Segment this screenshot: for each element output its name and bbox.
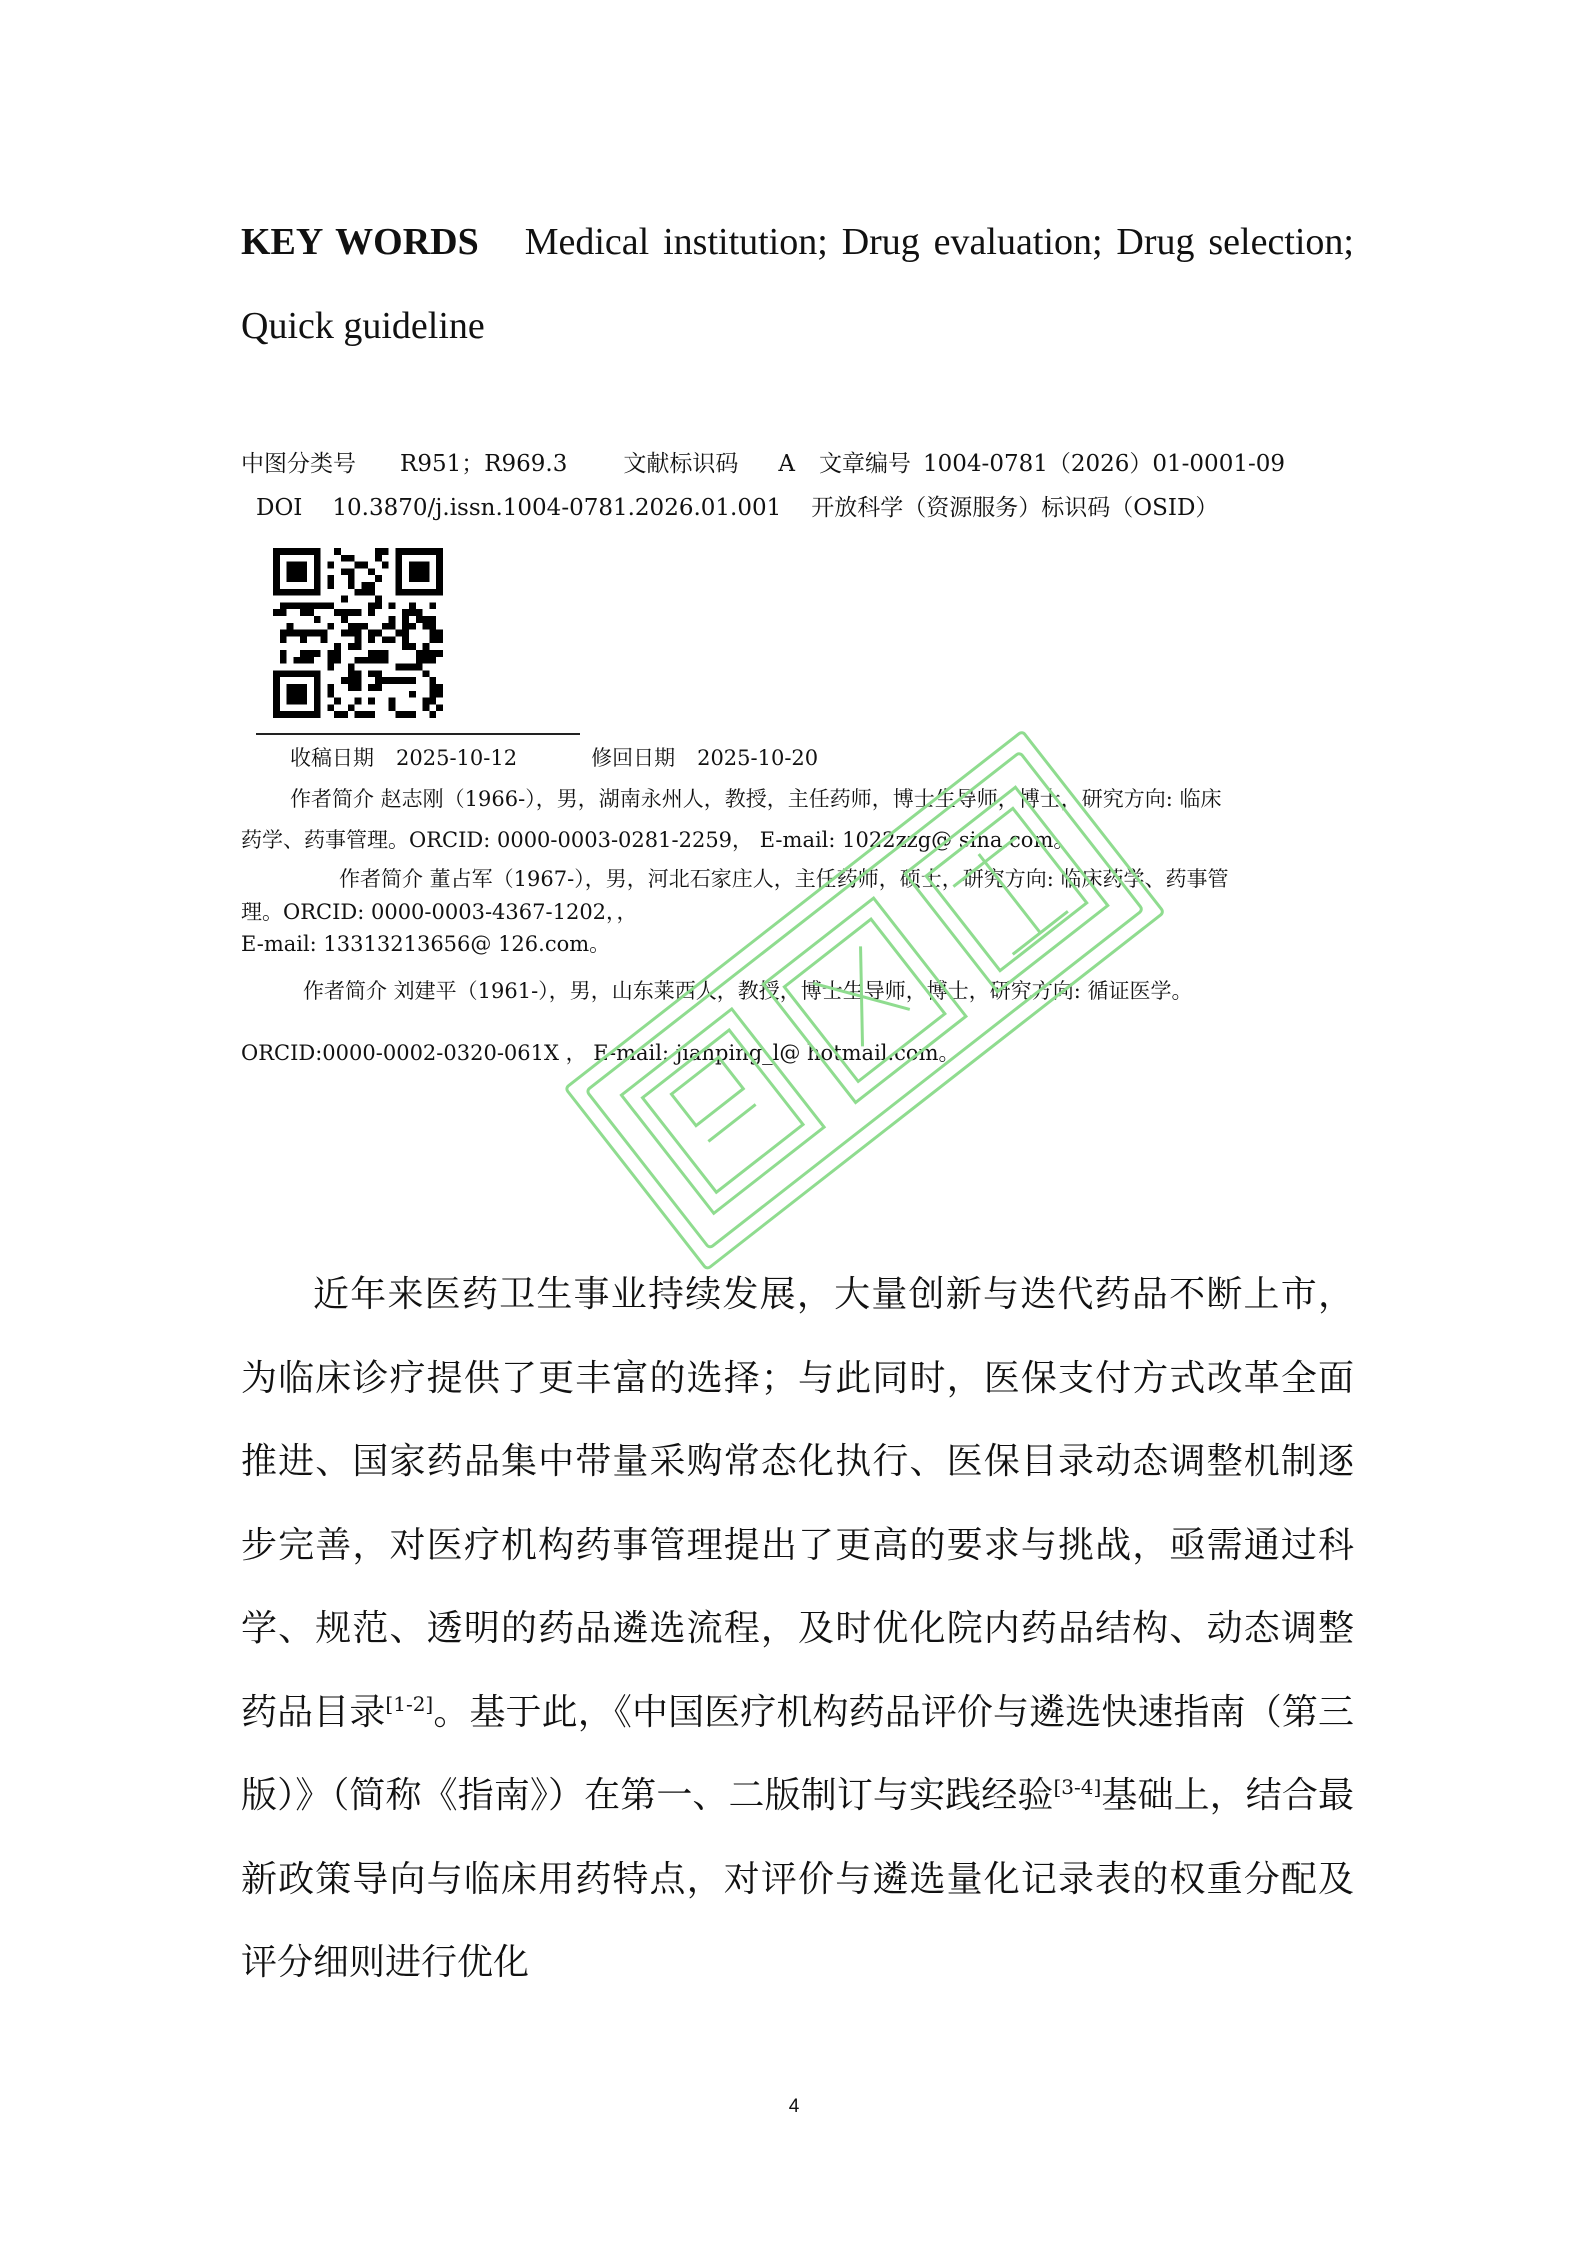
doi-value: 10.3870/j.issn.1004-0781.2026.01.001 <box>332 495 782 521</box>
classification-line <box>241 446 1285 482</box>
doc-code-label: 文献标识码 <box>623 451 739 477</box>
body-part1: 近年来医药卫生事业持续发展，大量创新与迭代药品不断上市，为临床诊疗提供了更丰富的选择；与此同时，医保支付方式改革全面推进、国家药品集中带量采购常态化执行、医保目录动态调整机制逐步完善，对医疗机构药事管理提出了更高的要求与挑战，亟需通过科学、规范、透明的药品遴选流程，及时优化院内药品结构、动态调整药品目录 <box>241 1274 1354 1733</box>
body-part3: 基础上，结合最新政策导向与临床用药特点，对评价与遴选量化记录表的权重分配及评分细则进行优化 <box>241 1775 1354 1983</box>
body-part2: 。基于此，《中国医疗机构药品评价与遴选快速指南（第三版）》（简称《指南》）在第一、二版制订与实践经验 <box>241 1691 1354 1816</box>
revised-label: 修回日期 <box>591 746 676 770</box>
doi-label: DOI <box>256 495 303 521</box>
received-line <box>290 742 818 774</box>
author3-line1: 作者简介 刘建平（1961-），男，山东莱西人，教授，博士生导师，博士，研究方向: 循证医学。 <box>303 979 1193 1003</box>
keywords-block <box>241 200 1354 368</box>
article-no-label: 文章编号 <box>819 451 912 477</box>
author1-line2: 药学、药事管理。ORCID: 0000-0003-0281-2259， E-mail: 1022zzg@ sina.com。 <box>241 828 1075 852</box>
article-no-value: 1004-0781（2026）01-0001-09 <box>923 451 1285 477</box>
page-number: 4 <box>788 2096 800 2117</box>
osid-label: 开放科学（资源服务）标识码（OSID） <box>811 495 1219 521</box>
received-date: 2025-10-12 <box>396 746 518 770</box>
author3-line2: ORCID:0000-0002-0320-061X ， E-mail: jianping_l@ hotmail.com。 <box>241 1041 960 1065</box>
author1-line1: 作者简介 赵志刚（1966-），男，湖南永州人，教授，主任药师，博士生导师，博士，研究方向: 临床 <box>290 787 1222 811</box>
clc-label: 中图分类号 <box>241 451 356 477</box>
doi-line <box>256 490 1218 526</box>
doc-code-value: A <box>778 451 796 477</box>
received-label: 收稿日期 <box>290 746 374 770</box>
citation-3-4[interactable]: [3-4] <box>1053 1775 1102 1799</box>
qr-code-icon <box>273 548 443 718</box>
keywords-text: Medical institution; Drug evaluation; Drug selection; Quick guideline <box>241 221 1354 347</box>
footnote-rule <box>256 733 580 735</box>
citation-1-2[interactable]: [1-2] <box>385 1691 434 1716</box>
author2-line1: 作者简介 董占军（1967-），男，河北石家庄人，主任药师，硕士，研究方向: 临床药学、药事管 <box>339 867 1229 891</box>
author2-line3: E-mail: 13313213656@ 126.com。 <box>241 932 611 956</box>
clc-value: R951；R969.3 <box>400 451 568 477</box>
keywords-label: KEY WORDS <box>241 221 479 263</box>
body-paragraph <box>241 1253 1354 2005</box>
author2-line2: 理。ORCID: 0000-0003-4367-1202，， <box>241 900 638 924</box>
revised-date: 2025-10-20 <box>697 746 819 770</box>
